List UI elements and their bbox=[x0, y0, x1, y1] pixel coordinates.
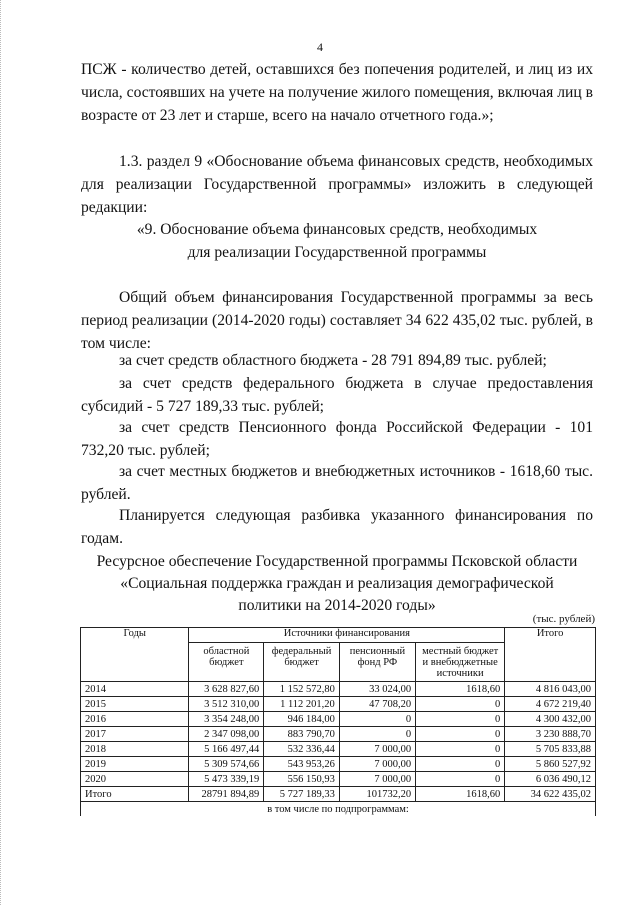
cell-year: 2020 bbox=[81, 772, 189, 787]
cell-federal: 556 150,93 bbox=[264, 772, 340, 787]
paragraph-local-budgets: за счет местных бюджетов и внебюджетных источников - 1618,60 тыс. рублей. bbox=[81, 463, 593, 503]
cell-federal: 883 790,70 bbox=[264, 727, 340, 742]
cell-federal: 1 112 201,20 bbox=[264, 697, 340, 712]
cell-total: 34 622 435,02 bbox=[505, 787, 596, 802]
cell-total: 5 705 833,88 bbox=[505, 742, 596, 757]
cell-pension: 7 000,00 bbox=[339, 757, 415, 772]
table-title bbox=[81, 551, 593, 617]
paragraph-amendment-1-3: 1.3. раздел 9 «Обоснование объема финансовых средств, необходимых для реализации Государственной программы» изложить в следующей редакции: bbox=[81, 153, 593, 216]
paragraph-pension-fund: за счет средств Пенсионного фонда Российской Федерации - 101 732,20 тыс. рублей; bbox=[81, 419, 593, 459]
cell-year: 2019 bbox=[81, 757, 189, 772]
header-years: Годы bbox=[81, 628, 189, 682]
paragraph-total-funding: Общий объем финансирования Государственной программы за весь период реализации (2014-2020 годы) составляет 34 622 435,02 тыс. рублей, в том числе: bbox=[81, 289, 593, 352]
cell-year: 2018 bbox=[81, 742, 189, 757]
cell-local: 0 bbox=[416, 772, 505, 787]
cell-year: 2015 bbox=[81, 697, 189, 712]
cell-total: 4 672 219,40 bbox=[505, 697, 596, 712]
cell-regional: 5 473 339,19 bbox=[189, 772, 264, 787]
table-title-line-2: «Социальная поддержка граждан и реализация демографической bbox=[120, 575, 554, 592]
header-regional: областной бюджет bbox=[189, 643, 264, 682]
cell-federal: 1 152 572,80 bbox=[264, 682, 340, 697]
section-9-heading bbox=[81, 218, 593, 264]
cell-regional: 3 628 827,60 bbox=[189, 682, 264, 697]
cell-federal: 543 953,26 bbox=[264, 757, 340, 772]
table-title-line-1: Ресурсное обеспечение Государственной программы Псковской области bbox=[96, 553, 578, 570]
header-local: местный бюджет и внебюджетные источники bbox=[416, 643, 505, 682]
table-title-line-3: политики на 2014-2020 годы» bbox=[238, 597, 436, 614]
cell-regional: 5 309 574,66 bbox=[189, 757, 264, 772]
cell-pension: 7 000,00 bbox=[339, 772, 415, 787]
cell-federal: 5 727 189,33 bbox=[264, 787, 340, 802]
header-pension: пенсионный фонд РФ bbox=[339, 643, 415, 682]
cell-year: Итого bbox=[81, 787, 189, 802]
cell-local: 0 bbox=[416, 742, 505, 757]
cell-pension: 0 bbox=[339, 727, 415, 742]
cell-regional: 3 354 248,00 bbox=[189, 712, 264, 727]
cell-pension: 101732,20 bbox=[339, 787, 415, 802]
funding-table bbox=[80, 627, 596, 816]
header-federal: федеральный бюджет bbox=[264, 643, 340, 682]
table-units: (тыс. рублей) bbox=[532, 613, 595, 625]
cell-total: 6 036 490,12 bbox=[505, 772, 596, 787]
cell-regional: 5 166 497,44 bbox=[189, 742, 264, 757]
table-row bbox=[81, 742, 596, 757]
table-row bbox=[81, 772, 596, 787]
table-subprograms-row bbox=[81, 802, 596, 817]
cell-regional: 28791 894,89 bbox=[189, 787, 264, 802]
cell-local: 1618,60 bbox=[416, 682, 505, 697]
cell-total: 4 300 432,00 bbox=[505, 712, 596, 727]
paragraph-breakdown-intro: Планируется следующая разбивка указанного финансирования по годам. bbox=[81, 507, 593, 547]
paragraph-definition-psg: ПСЖ - количество детей, оставшихся без попечения родителей, и лиц из их числа, состоявших на учете на получение жилого помещения, включая лиц в возрасте от 23 лет и старше, всего на начало отчетного года.»; bbox=[81, 61, 593, 124]
cell-total: 3 230 888,70 bbox=[505, 727, 596, 742]
cell-regional: 3 512 310,00 bbox=[189, 697, 264, 712]
table-total-row bbox=[81, 787, 596, 802]
paragraph-federal-budget: за счет средств федерального бюджета в случае предоставления субсидий - 5 727 189,33 тыс. рублей; bbox=[81, 375, 593, 415]
cell-federal: 946 184,00 bbox=[264, 712, 340, 727]
header-sources: Источники финансирования bbox=[189, 628, 505, 643]
cell-regional: 2 347 098,00 bbox=[189, 727, 264, 742]
cell-pension: 0 bbox=[339, 712, 415, 727]
cell-pension: 7 000,00 bbox=[339, 742, 415, 757]
cell-pension: 33 024,00 bbox=[339, 682, 415, 697]
table-row bbox=[81, 682, 596, 697]
section-9-heading-line-1: «9. Обоснование объема финансовых средств, необходимых bbox=[136, 221, 538, 238]
cell-federal: 532 336,44 bbox=[264, 742, 340, 757]
cell-local: 0 bbox=[416, 712, 505, 727]
cell-year: 2017 bbox=[81, 727, 189, 742]
header-total: Итого bbox=[505, 628, 596, 682]
table-row bbox=[81, 697, 596, 712]
table-header-row-1 bbox=[81, 628, 596, 643]
table-row bbox=[81, 712, 596, 727]
section-9-heading-line-2: для реализации Государственной программы bbox=[187, 244, 487, 261]
table-row bbox=[81, 757, 596, 772]
cell-local: 0 bbox=[416, 697, 505, 712]
cell-total: 4 816 043,00 bbox=[505, 682, 596, 697]
table-row bbox=[81, 727, 596, 742]
scan-edge bbox=[0, 0, 5, 905]
paragraph-regional-budget: за счет средств областного бюджета - 28 791 894,89 тыс. рублей; bbox=[119, 352, 547, 369]
cell-local: 0 bbox=[416, 757, 505, 772]
cell-local: 0 bbox=[416, 727, 505, 742]
cell-total: 5 860 527,92 bbox=[505, 757, 596, 772]
subprograms-label: в том числе по подпрограммам: bbox=[81, 802, 596, 817]
cell-local: 1618,60 bbox=[416, 787, 505, 802]
cell-year: 2016 bbox=[81, 712, 189, 727]
cell-pension: 47 708,20 bbox=[339, 697, 415, 712]
page-number: 4 bbox=[317, 40, 323, 54]
cell-year: 2014 bbox=[81, 682, 189, 697]
